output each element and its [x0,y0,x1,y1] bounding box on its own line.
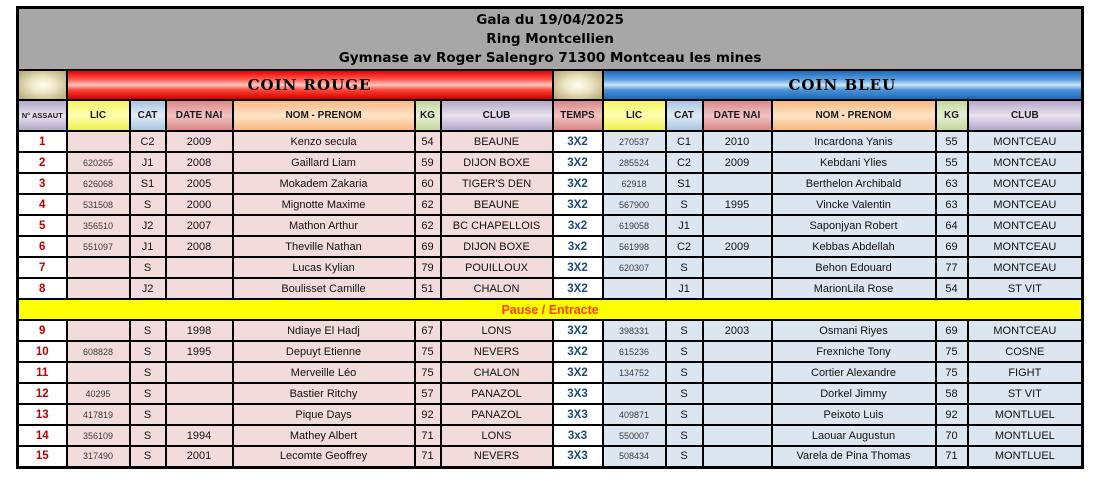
event-title-block [18,8,1083,71]
red-lic-cell: 356109 [67,425,130,446]
blue-club-cell: MONTCEAU [968,173,1083,194]
blue-lic-cell [603,383,666,404]
fight-row [18,362,1083,383]
blue-cat-cell: S [666,341,703,362]
blue-date-cell [703,404,772,425]
header-red-club: CLUB [441,100,553,131]
fight-row [18,194,1083,215]
red-kg-cell: 60 [415,173,441,194]
red-cat-cell: S [130,446,166,467]
red-kg-cell: 79 [415,257,441,278]
red-club-cell: DIJON BOXE [441,152,553,173]
blue-kg-cell: 71 [936,446,968,467]
red-date-cell: 2005 [166,173,233,194]
blue-club-cell: MONTCEAU [968,152,1083,173]
header-blue-club: CLUB [968,100,1083,131]
corner-ornament-left-icon [18,70,67,100]
red-club-cell: DIJON BOXE [441,236,553,257]
fight-row [18,236,1083,257]
red-name-cell: Merveille Léo [233,362,415,383]
red-club-cell: LONS [441,425,553,446]
red-club-cell: PANAZOL [441,404,553,425]
blue-lic-cell: 620307 [603,257,666,278]
red-name-cell: Mignotte Maxime [233,194,415,215]
fight-row [18,383,1083,404]
blue-date-cell [703,173,772,194]
assaut-number-cell: 11 [18,362,67,383]
red-date-cell: 2007 [166,215,233,236]
red-kg-cell: 62 [415,215,441,236]
temps-cell: 3X2 [553,131,603,152]
red-kg-cell: 71 [415,446,441,467]
blue-kg-cell: 77 [936,257,968,278]
fight-row [18,215,1083,236]
red-date-cell [166,404,233,425]
red-kg-cell: 54 [415,131,441,152]
red-date-cell: 2000 [166,194,233,215]
blue-name-cell: MarionLila Rose [772,278,936,299]
temps-cell: 3X2 [553,257,603,278]
assaut-number-cell: 4 [18,194,67,215]
blue-cat-cell: J1 [666,278,703,299]
blue-lic-cell: 134752 [603,362,666,383]
blue-name-cell: Peixoto Luis [772,404,936,425]
blue-club-cell: MONTLUEL [968,446,1083,467]
assaut-number-cell: 13 [18,404,67,425]
red-kg-cell: 51 [415,278,441,299]
temps-cell: 3X2 [553,362,603,383]
blue-name-cell: Frexniche Tony [772,341,936,362]
blue-cat-cell: S [666,425,703,446]
red-cat-cell: J2 [130,215,166,236]
red-date-cell: 2008 [166,236,233,257]
blue-name-cell: Saponjyan Robert [772,215,936,236]
blue-lic-cell: 270537 [603,131,666,152]
fight-row [18,341,1083,362]
assaut-number-cell: 3 [18,173,67,194]
blue-club-cell: MONTCEAU [968,131,1083,152]
assaut-number-cell: 7 [18,257,67,278]
red-kg-cell: 67 [415,320,441,341]
fight-row [18,173,1083,194]
blue-kg-cell: 54 [936,278,968,299]
temps-cell: 3x3 [553,425,603,446]
blue-cat-cell: S [666,320,703,341]
blue-name-cell: Cortier Alexandre [772,362,936,383]
fight-row [18,131,1083,152]
blue-lic-cell: 619058 [603,215,666,236]
blue-club-cell: MONTCEAU [968,320,1083,341]
blue-club-cell: ST VIT [968,383,1083,404]
blue-cat-cell: S [666,446,703,467]
red-name-cell: Mathon Arthur [233,215,415,236]
temps-cell: 3x2 [553,215,603,236]
fight-row [18,278,1083,299]
red-name-cell: Mathey Albert [233,425,415,446]
red-name-cell: Boulisset Camille [233,278,415,299]
event-venue-title: Gymnase av Roger Salengro 71300 Montceau les mines [338,49,762,66]
blue-name-cell: Vincke Valentin [772,194,936,215]
temps-cell: 3X3 [553,446,603,467]
red-lic-cell: 356510 [67,215,130,236]
red-lic-cell [67,320,130,341]
red-corner-banner [67,70,553,100]
red-club-cell: BEAUNE [441,131,553,152]
red-name-cell: Depuyt Etienne [233,341,415,362]
assaut-number-cell: 10 [18,341,67,362]
red-cat-cell: J2 [130,278,166,299]
temps-cell: 3X2 [553,173,603,194]
blue-kg-cell: 55 [936,152,968,173]
red-name-cell: Kenzo secula [233,131,415,152]
red-lic-cell: 608828 [67,341,130,362]
red-cat-cell: J1 [130,236,166,257]
red-cat-cell: C2 [130,131,166,152]
blue-kg-cell: 92 [936,404,968,425]
blue-club-cell: FIGHT [968,362,1083,383]
red-cat-cell: S [130,404,166,425]
red-lic-cell [67,131,130,152]
red-date-cell [166,257,233,278]
blue-date-cell: 2009 [703,152,772,173]
temps-cell: 3X3 [553,404,603,425]
blue-club-cell: MONTCEAU [968,194,1083,215]
header-red-date: DATE NAI [166,100,233,131]
red-date-cell: 1995 [166,341,233,362]
red-club-cell: NEVERS [441,341,553,362]
temps-cell: 3X2 [553,194,603,215]
blue-date-cell [703,383,772,404]
red-cat-cell: J1 [130,152,166,173]
blue-cat-cell: S [666,362,703,383]
fight-row [18,446,1083,467]
temps-cell: 3X3 [553,383,603,404]
blue-name-cell: Varela de Pina Thomas [772,446,936,467]
corner-ornament-middle-icon [553,70,603,100]
temps-cell: 3X2 [553,278,603,299]
red-date-cell: 2008 [166,152,233,173]
blue-cat-cell: S [666,404,703,425]
blue-lic-cell: 409871 [603,404,666,425]
blue-name-cell: Behon Edouard [772,257,936,278]
blue-kg-cell: 63 [936,173,968,194]
blue-kg-cell: 58 [936,383,968,404]
header-blue-nom: NOM - PRENOM [772,100,936,131]
header-blue-kg: KG [936,100,968,131]
blue-club-cell: MONTCEAU [968,236,1083,257]
blue-date-cell [703,257,772,278]
blue-date-cell: 2009 [703,236,772,257]
red-lic-cell: 620265 [67,152,130,173]
temps-cell: 3X2 [553,320,603,341]
red-club-cell: BC CHAPELLOIS [441,215,553,236]
red-lic-cell [67,257,130,278]
red-date-cell [166,362,233,383]
blue-name-cell: Dorkel Jimmy [772,383,936,404]
blue-date-cell [703,215,772,236]
fight-row [18,320,1083,341]
pause-label: Pause / Entracte [18,299,1083,320]
red-name-cell: Pique Days [233,404,415,425]
assaut-number-cell: 15 [18,446,67,467]
red-cat-cell: S1 [130,173,166,194]
blue-lic-cell: 550007 [603,425,666,446]
blue-name-cell: Osmani Riyes [772,320,936,341]
blue-cat-cell: C2 [666,236,703,257]
blue-lic-cell: 285524 [603,152,666,173]
blue-kg-cell: 70 [936,425,968,446]
red-lic-cell: 317490 [67,446,130,467]
blue-club-cell: MONTCEAU [968,215,1083,236]
red-name-cell: Ndiaye El Hadj [233,320,415,341]
blue-lic-cell: 615236 [603,341,666,362]
blue-club-cell: MONTLUEL [968,404,1083,425]
temps-cell: 3X2 [553,152,603,173]
assaut-number-cell: 9 [18,320,67,341]
red-cat-cell: S [130,425,166,446]
blue-cat-cell: C1 [666,131,703,152]
red-name-cell: Lucas Kylian [233,257,415,278]
pause-row [18,299,1083,320]
red-club-cell: CHALON [441,362,553,383]
red-name-cell: Bastier Ritchy [233,383,415,404]
title-row [18,8,1083,71]
header-red-lic: LIC [67,100,130,131]
red-club-cell: BEAUNE [441,194,553,215]
blue-lic-cell: 561998 [603,236,666,257]
blue-lic-cell: 567900 [603,194,666,215]
red-corner-label: COIN ROUGE [247,76,372,94]
red-lic-cell: 626068 [67,173,130,194]
blue-kg-cell: 69 [936,320,968,341]
red-cat-cell: S [130,383,166,404]
red-date-cell: 2009 [166,131,233,152]
blue-cat-cell: S [666,194,703,215]
red-name-cell: Mokadem Zakaria [233,173,415,194]
blue-date-cell: 2003 [703,320,772,341]
header-blue-cat: CAT [666,100,703,131]
gala-sheet [16,6,1084,469]
header-red-kg: KG [415,100,441,131]
red-club-cell: CHALON [441,278,553,299]
red-name-cell: Gaillard Liam [233,152,415,173]
blue-name-cell: Berthelon Archibald [772,173,936,194]
blue-date-cell [703,341,772,362]
column-header-row [18,100,1083,131]
blue-cat-cell: C2 [666,152,703,173]
blue-club-cell: MONTLUEL [968,425,1083,446]
blue-name-cell: Laouar Augustun [772,425,936,446]
blue-kg-cell: 69 [936,236,968,257]
blue-corner-label: COIN BLEU [788,76,897,94]
red-lic-cell: 551097 [67,236,130,257]
assaut-number-cell: 2 [18,152,67,173]
blue-cat-cell: S [666,383,703,404]
red-cat-cell: S [130,320,166,341]
temps-cell: 3x2 [553,236,603,257]
blue-lic-cell: 398331 [603,320,666,341]
blue-lic-cell: 62918 [603,173,666,194]
blue-date-cell: 1995 [703,194,772,215]
assaut-number-cell: 12 [18,383,67,404]
red-kg-cell: 71 [415,425,441,446]
temps-cell: 3X2 [553,341,603,362]
blue-kg-cell: 63 [936,194,968,215]
blue-cat-cell: S [666,257,703,278]
blue-kg-cell: 75 [936,362,968,383]
fight-row [18,404,1083,425]
blue-name-cell: Kebdani Ylies [772,152,936,173]
blue-date-cell [703,446,772,467]
blue-name-cell: Incardona Yanis [772,131,936,152]
blue-club-cell: ST VIT [968,278,1083,299]
fight-rows [18,131,1083,467]
red-name-cell: Lecomte Geoffrey [233,446,415,467]
red-date-cell [166,278,233,299]
red-date-cell [166,383,233,404]
red-club-cell: PANAZOL [441,383,553,404]
event-ring-title: Ring Montcellien [486,30,614,47]
blue-club-cell: MONTCEAU [968,257,1083,278]
blue-club-cell: COSNE [968,341,1083,362]
gala-table [16,6,1084,469]
blue-cat-cell: S1 [666,173,703,194]
header-blue-date: DATE NAI [703,100,772,131]
red-lic-cell: 417819 [67,404,130,425]
assaut-number-cell: 8 [18,278,67,299]
red-cat-cell: S [130,257,166,278]
blue-lic-cell [603,278,666,299]
red-cat-cell: S [130,194,166,215]
assaut-number-cell: 6 [18,236,67,257]
red-kg-cell: 69 [415,236,441,257]
red-date-cell: 1998 [166,320,233,341]
blue-date-cell: 2010 [703,131,772,152]
blue-corner-banner [603,70,1083,100]
header-temps: TEMPS [553,100,603,131]
red-cat-cell: S [130,362,166,383]
assaut-number-cell: 5 [18,215,67,236]
red-cat-cell: S [130,341,166,362]
red-date-cell: 1994 [166,425,233,446]
header-blue-lic: LIC [603,100,666,131]
assaut-number-cell: 1 [18,131,67,152]
fight-row [18,425,1083,446]
red-club-cell: NEVERS [441,446,553,467]
red-lic-cell [67,362,130,383]
red-club-cell: TIGER'S DEN [441,173,553,194]
red-name-cell: Theville Nathan [233,236,415,257]
blue-cat-cell: J1 [666,215,703,236]
red-club-cell: POUILLOUX [441,257,553,278]
red-kg-cell: 62 [415,194,441,215]
blue-kg-cell: 64 [936,215,968,236]
red-kg-cell: 57 [415,383,441,404]
corner-band-row [18,70,1083,100]
blue-date-cell [703,278,772,299]
red-club-cell: LONS [441,320,553,341]
header-assaut: N° ASSAUT [18,100,67,131]
blue-kg-cell: 55 [936,131,968,152]
red-date-cell: 2001 [166,446,233,467]
blue-date-cell [703,362,772,383]
event-date-title: Gala du 19/04/2025 [476,11,624,28]
header-red-cat: CAT [130,100,166,131]
red-lic-cell: 531508 [67,194,130,215]
header-red-nom: NOM - PRENOM [233,100,415,131]
assaut-number-cell: 14 [18,425,67,446]
red-kg-cell: 75 [415,341,441,362]
red-lic-cell [67,278,130,299]
red-lic-cell: 40295 [67,383,130,404]
fight-row [18,152,1083,173]
red-kg-cell: 92 [415,404,441,425]
red-kg-cell: 75 [415,362,441,383]
blue-kg-cell: 75 [936,341,968,362]
blue-date-cell [703,425,772,446]
blue-name-cell: Kebbas Abdellah [772,236,936,257]
blue-lic-cell: 508434 [603,446,666,467]
red-kg-cell: 59 [415,152,441,173]
fight-row [18,257,1083,278]
